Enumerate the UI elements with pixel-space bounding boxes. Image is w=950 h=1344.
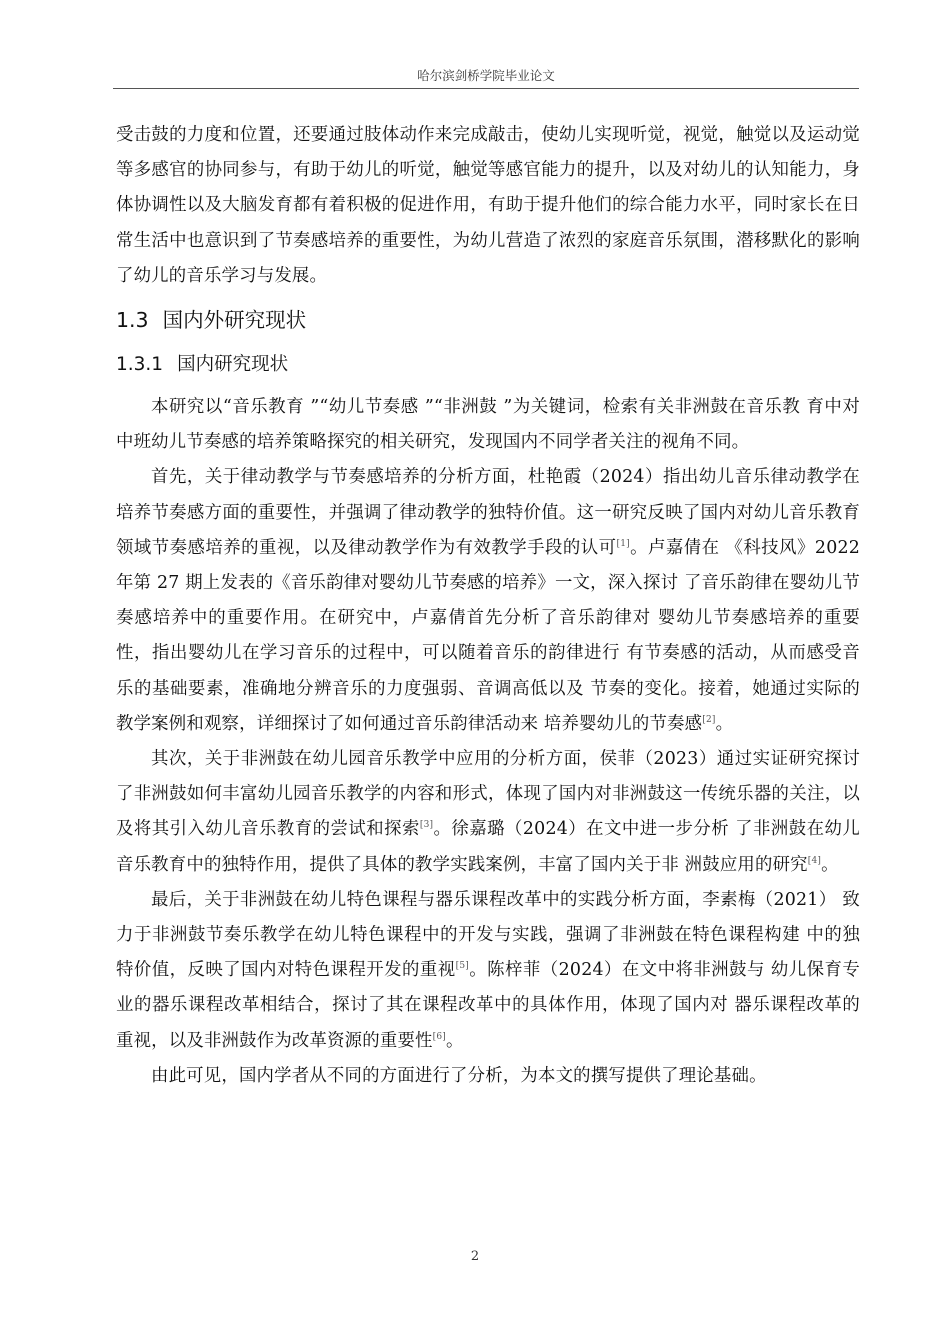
paragraph-keywords: 本研究以“音乐教育 ”“幼儿节奏感 ”“非洲鼓 ”为关键词，检索有关非洲鼓在音乐教 育中对中班幼儿节奏感的培养策略探究的相关研究，发现国内不同学者关注的视角不同。: [116, 397, 860, 453]
page-body: [116, 118, 860, 1094]
page-header: 哈尔滨剑桥学院毕业论文: [417, 68, 555, 83]
paragraph-rhythm-teaching: 首先，关于律动教学与节奏感培养的分析方面，杜艳霞（2024）指出幼儿音乐律动教学在培养节奏感方面的重要性，并强调了律动教学的独特价值。这一研究反映了国内对幼儿音乐教育领域节奏感培养的重视，以及律动教学作为有效教学手段的认可[1]。卢嘉倩在 《科技风》2022 年第 27 期上发表的《音乐韵律对婴幼儿节奏感的培养》一文，深入探讨 了音乐韵律在婴幼儿节奏感培养中的重要作用。在研究中，卢嘉倩首先分析了音乐韵律对 婴幼儿节奏感培养的重要性，指出婴幼儿在学习音乐的过程中，可以随着音乐的韵律进行 有节奏感的活动，从而感受音乐的基础要素，准确地分辨音乐的力度强弱、音调高低以及 节奏的变化。接着，她通过实际的教学案例和观察，详细探讨了如何通过音乐韵律活动来 培养婴幼儿的节奏感[2]。: [116, 467, 860, 734]
citation-6[interactable]: [6]: [432, 1031, 446, 1042]
citation-5[interactable]: [5]: [455, 961, 469, 972]
citation-3[interactable]: [3]: [419, 820, 434, 831]
citation-1[interactable]: [1]: [616, 538, 630, 549]
section-heading: [116, 298, 860, 342]
paragraph-african-drum: 其次，关于非洲鼓在幼儿园音乐教学中应用的分析方面，侯菲（2023）通过实证研究探讨了非洲鼓如何丰富幼儿园音乐教学的内容和形式，体现了国内对非洲鼓这一传统乐器的关注，以及将其引入幼儿音乐教育的尝试和探索[3]。徐嘉璐（2024）在文中进一步分析 了非洲鼓在幼儿音乐教育中的独特作用，提供了具体的教学实践案例，丰富了国内关于非 洲鼓应用的研究[4]。: [116, 749, 860, 875]
page-number: 2: [470, 1249, 480, 1264]
citation-2[interactable]: [2]: [702, 714, 716, 725]
paragraph-curriculum-reform: 最后，关于非洲鼓在幼儿特色课程与器乐课程改革中的实践分析方面，李素梅（2021） 致力于非洲鼓节奏乐教学在幼儿特色课程中的开发与实践，强调了非洲鼓在特色课程构建 中的独特价值，反映了国内对特色课程开发的重视[5]。陈梓菲（2024）在文中将非洲鼓与 幼儿保育专业的器乐课程改革相结合，探讨了其在课程改革中的具体作用，体现了国内对 器乐课程改革的重视，以及非洲鼓作为改革资源的重要性[6]。: [116, 889, 860, 1051]
header-divider: [113, 88, 859, 89]
section-title: 国内外研究现状: [162, 308, 307, 333]
paragraph-conclusion: 由此可见，国内学者从不同的方面进行了分析，为本文的撰写提供了理论基础。: [151, 1065, 767, 1086]
subsection-number: 1.3.1: [116, 354, 164, 376]
subsection-title: 国内研究现状: [177, 354, 289, 376]
citation-4[interactable]: [4]: [807, 855, 822, 866]
section-number: 1.3: [116, 308, 149, 333]
intro-paragraph: 受击鼓的力度和位置，还要通过肢体动作来完成敲击，使幼儿实现听觉，视觉，触觉以及运动觉等多感官的协同参与，有助于幼儿的听觉，触觉等感官能力的提升，以及对幼儿的认知能力，身体协调性以及大脑发育都有着积极的促进作用，有助于提升他们的综合能力水平，同时家长在日常生活中也意识到了节奏感培养的重要性，为幼儿营造了浓烈的家庭音乐氛围，潜移默化的影响了幼儿的音乐学习与发展。: [116, 125, 860, 286]
subsection-heading: [116, 342, 860, 388]
